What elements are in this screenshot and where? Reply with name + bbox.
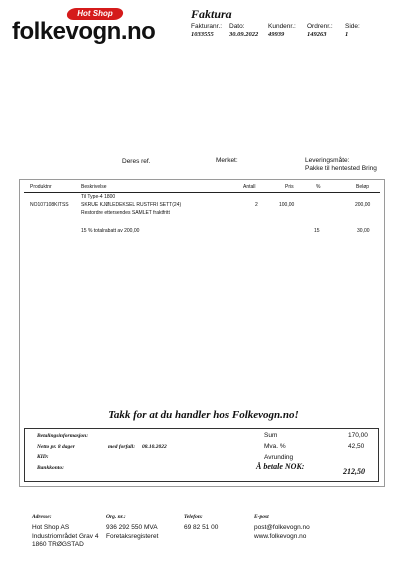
footer-org-title: Org. nr.: — [106, 514, 126, 520]
header-amount: Beløp — [356, 184, 370, 190]
row-backorder-note: Restordre ettersendes SAMLET fraktfritt — [81, 210, 170, 216]
table-header-divider — [24, 192, 380, 193]
amount-due-label: Å betale NOK: — [256, 462, 305, 471]
payment-info-title: Betalingsinformasjon: — [37, 433, 89, 439]
amount-due-value: 212,50 — [343, 467, 365, 476]
footer-address — [32, 524, 98, 550]
invoice-number-label: Fakturanr.: — [191, 23, 223, 30]
marked-label: Merket: — [216, 157, 238, 164]
footer-org — [106, 524, 158, 541]
org-number: 936 292 550 MVA — [106, 524, 158, 531]
page-number-value: 1 — [345, 31, 349, 38]
footer-address-title: Adresse: — [32, 514, 52, 520]
footer-phone: 69 82 51 00 — [184, 524, 219, 531]
sum-label: Sum — [264, 432, 278, 439]
due-date-value: 08.10.2022 — [142, 444, 167, 450]
discount-description: 15 % totalrabatt av 200,00 — [81, 228, 140, 234]
address-line: Hot Shop AS — [32, 524, 70, 531]
row-product-number: NO107108KITSS — [30, 202, 69, 208]
footer-email-title: E-post — [254, 514, 269, 520]
order-number-value: 149263 — [307, 31, 327, 38]
invoice-date-value: 30.09.2022 — [229, 31, 259, 38]
row-quantity: 2 — [255, 202, 258, 208]
header-price: Pris — [285, 184, 294, 190]
thank-you-message: Takk for at du handler hos Folkevogn.no! — [108, 409, 299, 421]
footer-contact — [254, 524, 310, 541]
header-quantity: Antall — [243, 184, 256, 190]
header-description: Beskrivelse — [81, 184, 107, 190]
your-reference-label: Deres ref. — [122, 158, 151, 165]
invoice-date-label: Dato: — [229, 23, 245, 30]
logo-brand-text: folkevogn.no — [12, 18, 156, 45]
order-number-label: Ordrenr.: — [307, 23, 333, 30]
org-register: Foretaksregisteret — [106, 532, 159, 540]
payment-terms: Netto pr. 8 dager — [37, 444, 75, 450]
address-line: 1860 TRØGSTAD — [32, 541, 84, 548]
vat-label: Mva. % — [264, 443, 286, 450]
page-number-label: Side: — [345, 23, 360, 30]
discount-amount: 30,00 — [357, 228, 370, 234]
invoice-title: Faktura — [191, 7, 232, 21]
header-product-number: Produktnr — [30, 184, 52, 190]
row-description: SKRUE KJØLEDEKSEL RUSTFRI SETT(24) — [81, 202, 182, 208]
email-link[interactable]: post@folkevogn.no — [254, 524, 310, 531]
kid-label: KID: — [37, 454, 49, 460]
header-percent: % — [316, 184, 321, 190]
discount-percent: 15 — [314, 228, 320, 234]
address-line: Industriområdet Grav 4 — [32, 532, 99, 540]
row-note-description: Til Type-4 1800 — [81, 194, 116, 200]
company-logo — [12, 8, 182, 48]
customer-number-label: Kundenr.: — [268, 23, 296, 30]
customer-number-value: 49939 — [268, 31, 285, 38]
row-price: 100,00 — [279, 202, 295, 208]
website-link[interactable]: www.folkevogn.no — [254, 532, 307, 540]
logo-badge-text: Hot Shop — [77, 9, 113, 18]
invoice-number-value: 1033555 — [191, 31, 214, 38]
sum-value: 170,00 — [348, 432, 368, 439]
footer-phone-title: Telefon: — [184, 514, 203, 520]
vat-value: 42,50 — [348, 443, 365, 450]
delivery-method-value: Pakke til hentested Bring — [305, 165, 377, 172]
row-amount: 200,00 — [355, 202, 371, 208]
bank-account-label: Bankkonto: — [37, 465, 64, 471]
due-date-label: med forfall: — [108, 444, 136, 450]
rounding-label: Avrunding — [264, 454, 294, 461]
delivery-method-label: Leveringsmåte: — [305, 157, 350, 164]
